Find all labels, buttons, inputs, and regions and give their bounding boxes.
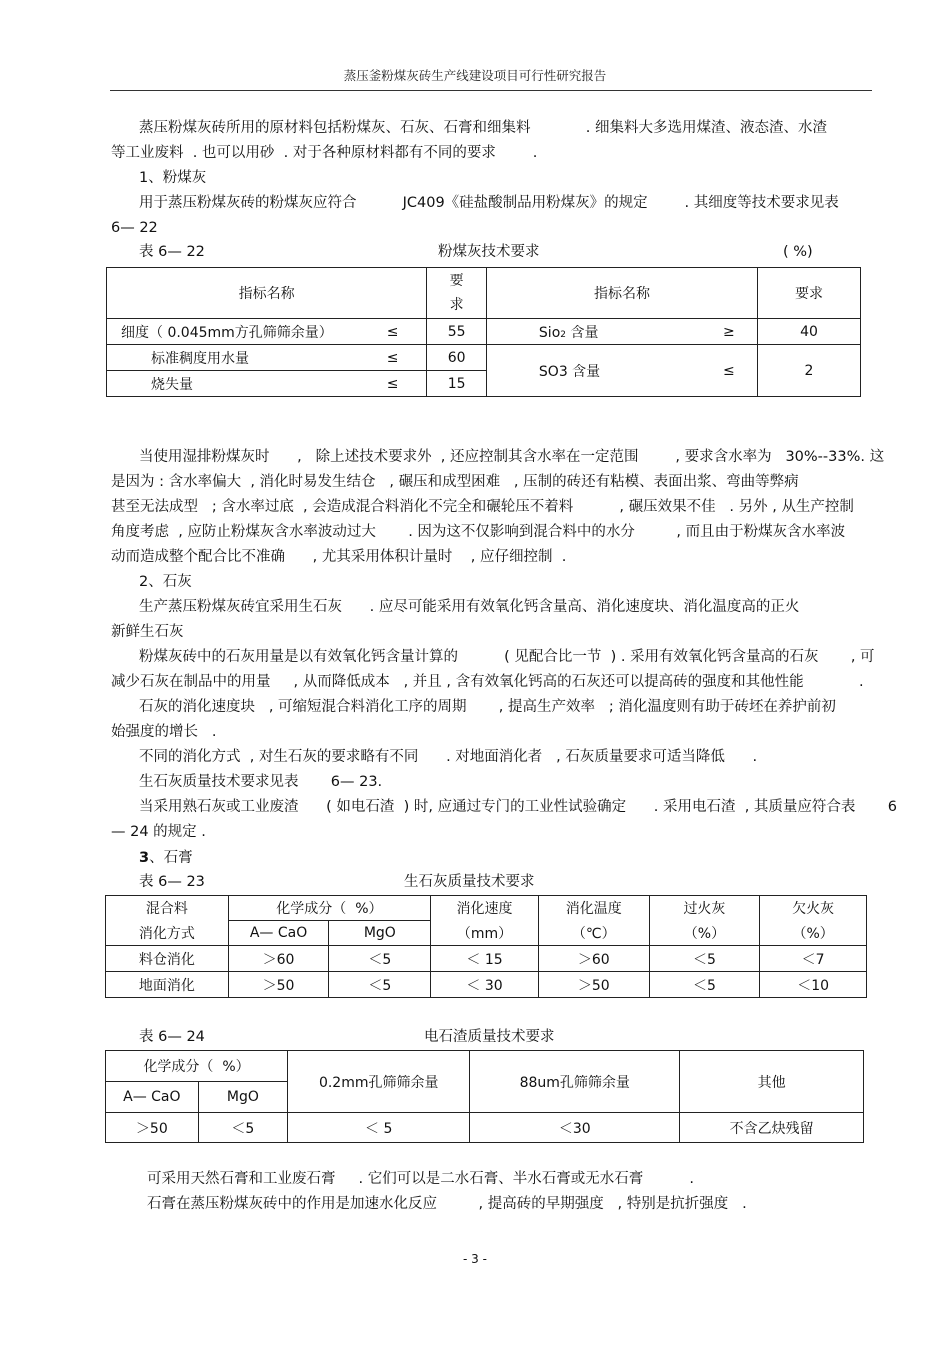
table2-caption-title: 生石灰质量技术要求 — [404, 874, 535, 890]
heading-lime: 2、石灰 — [139, 574, 192, 590]
t3-r-mgo: ＜5 — [198, 1113, 287, 1143]
t2-r2-over: ＜5 — [649, 972, 760, 998]
t2-r1-speed: ＜ 15 — [431, 946, 539, 972]
table2-caption-number: 表 6— 23 — [139, 874, 205, 890]
t2-header-temp: 消化温度 — [538, 896, 649, 921]
t2-header-under-unit: （%） — [760, 921, 867, 946]
heading-gypsum: 3、石膏 — [139, 850, 193, 866]
t1-r1-op: ≤ — [359, 319, 427, 345]
page-header: 蒸压釜粉煤灰砖生产线建设项目可行性研究报告 — [343, 68, 607, 83]
para-moisture-line1: 当使用湿排粉煤灰时 , 除上述技术要求外 , 还应控制其含水率在一定范围 , 要求含水率为 30%--33%. 这 — [139, 449, 885, 465]
table1-caption-title: 粉煤灰技术要求 — [438, 244, 540, 260]
table1-caption-unit: ( %) — [783, 244, 813, 260]
para-slaking-line2: 始强度的增长 . — [111, 724, 217, 740]
t2-r2-speed: ＜ 30 — [431, 972, 539, 998]
para-lime-line2: 新鲜生石灰 — [111, 624, 184, 640]
para-intro-line2: 等工业废料 . 也可以用砂 . 对于各种原材料都有不同的要求 . — [111, 145, 538, 161]
t2-header-method: 消化方式 — [106, 921, 229, 946]
para-lime-line1: 生产蒸压粉煤灰砖宜采用生石灰 . 应尽可能采用有效氧化钙含量高、消化速度块、消化温度高的正火 — [139, 599, 800, 615]
para-moisture-line4: 角度考虑 , 应防止粉煤灰含水率波动过大 . 因为这不仅影响到混合料中的水分 , 而且由于粉煤灰含水率波 — [111, 524, 846, 540]
t1-r23-name2: SO3 含量 — [486, 345, 700, 397]
t3-r-sieve1: ＜ 5 — [288, 1113, 470, 1143]
para-gypsum-types: 可采用天然石膏和工业废石膏 . 它们可以是二水石膏、半水石膏或无水石膏 . — [147, 1171, 694, 1187]
t2-header-cao: A— CaO — [228, 921, 329, 946]
t1-r3-op: ≤ — [359, 371, 427, 397]
para-lime-dosage-line1: 粉煤灰砖中的石灰用量是以有效氧化钙含量计算的 ( 见配合比一节 ) . 采用有效氧化钙含量高的石灰 , 可 — [139, 649, 875, 665]
table-quicklime-requirements — [105, 895, 867, 998]
para-slaked-line2: — 24 的规定 . — [111, 824, 206, 840]
para-moisture-line2: 是因为 : 含水率偏大 , 消化时易发生结仓 , 碾压和成型困难 , 压制的砖还有粘模、表面出浆、弯曲等弊病 — [111, 474, 799, 490]
table3-caption-title: 电石渣质量技术要求 — [424, 1029, 555, 1045]
t3-header-sieve2: 88um孔筛筛余量 — [470, 1051, 680, 1113]
t2-r2-under: ＜10 — [760, 972, 867, 998]
t2-r2-mgo: ＜5 — [329, 972, 431, 998]
page-number: - 3 - — [463, 1252, 487, 1266]
t1-r3-val: 15 — [427, 371, 487, 397]
t1-r3-name: 烧失量 — [107, 371, 359, 397]
t1-header-name2: 指标名称 — [486, 268, 757, 319]
t2-r1-temp: ＞60 — [538, 946, 649, 972]
table-row — [106, 946, 867, 972]
t3-header-mgo: MgO — [198, 1082, 287, 1113]
t1-r2-name: 标准稠度用水量 — [107, 345, 359, 371]
t2-header-mix: 混合料 — [106, 896, 229, 921]
table-row — [106, 972, 867, 998]
t1-r1-op2: ≥ — [701, 319, 758, 345]
t2-r1-cao: ＞60 — [228, 946, 329, 972]
para-methods: 不同的消化方式 , 对生石灰的要求略有不同 . 对地面消化者 , 石灰质量要求可适当降低 . — [139, 749, 758, 765]
para-fly-ash-line2: 6— 22 — [111, 220, 158, 236]
t2-header-speed: 消化速度 — [431, 896, 539, 921]
table-carbide-slag-requirements — [105, 1050, 864, 1143]
t3-header-sieve1: 0.2mm孔筛筛余量 — [288, 1051, 470, 1113]
para-moisture-line5: 动而造成整个配合比不准确 , 尤其采用体积计量时 , 应仔细控制 . — [111, 549, 567, 565]
t1-r1-name: 细度（ 0.045mm方孔筛筛余量） — [107, 319, 359, 345]
t1-r2-val: 60 — [427, 345, 487, 371]
para-see-table: 生石灰质量技术要求见表 6— 23. — [139, 774, 383, 790]
t2-header-chem: 化学成分（ %） — [228, 896, 431, 921]
t3-r-other: 不含乙炔残留 — [680, 1113, 864, 1143]
t2-r1-mgo: ＜5 — [329, 946, 431, 972]
t1-r1-val2: 40 — [758, 319, 861, 345]
t1-header-req: 要 求 — [427, 268, 487, 319]
para-slaking-line1: 石灰的消化速度块 , 可缩短混合料消化工序的周期 , 提高生产效率 ; 消化温度则有助于砖坯在养护前初 — [139, 699, 836, 715]
t1-r1-name2: Sio2 含量 — [486, 319, 700, 345]
t1-header-name: 指标名称 — [107, 268, 427, 319]
t3-header-chem: 化学成分（ %） — [106, 1051, 288, 1082]
para-slaked-line1: 当采用熟石灰或工业废渣 ( 如电石渣 ) 时, 应通过专门的工业性试验确定 . 采用电石渣 , 其质量应符合表 6 — [139, 799, 897, 815]
header-rule — [110, 90, 872, 91]
t2-r2-name: 地面消化 — [106, 972, 229, 998]
t3-r-sieve2: ＜30 — [470, 1113, 680, 1143]
table-fly-ash-requirements — [106, 267, 861, 397]
para-intro-line1: 蒸压粉煤灰砖所用的原材料包括粉煤灰、石灰、石膏和细集料 . 细集料大多选用煤渣、液态渣、水渣 — [139, 120, 828, 136]
para-lime-dosage-line2: 减少石灰在制品中的用量 , 从而降低成本 , 并且 , 含有效氧化钙高的石灰还可以提高砖的强度和其他性能 . — [111, 674, 864, 690]
t3-header-other: 其他 — [680, 1051, 864, 1113]
t3-r-cao: ＞50 — [106, 1113, 199, 1143]
t2-header-mgo: MgO — [329, 921, 431, 946]
t2-r1-over: ＜5 — [649, 946, 760, 972]
t2-header-under: 欠火灰 — [760, 896, 867, 921]
t1-r2-op: ≤ — [359, 345, 427, 371]
t1-r23-op2: ≤ — [701, 345, 758, 397]
t1-r1-val: 55 — [427, 319, 487, 345]
t2-r2-temp: ＞50 — [538, 972, 649, 998]
para-fly-ash-line1: 用于蒸压粉煤灰砖的粉煤灰应符合 JC409《硅盐酸制品用粉煤灰》的规定 . 其细度等技术要求见表 — [139, 195, 839, 211]
table3-caption-number: 表 6— 24 — [139, 1029, 205, 1045]
t1-header-req2: 要求 — [758, 268, 861, 319]
t2-header-speed-unit: （mm） — [431, 921, 539, 946]
t2-header-over: 过火灰 — [649, 896, 760, 921]
t1-r23-val2: 2 — [758, 345, 861, 397]
table1-caption-number: 表 6— 22 — [139, 244, 205, 260]
t2-header-temp-unit: （℃） — [538, 921, 649, 946]
t2-r1-under: ＜7 — [760, 946, 867, 972]
t3-header-cao: A— CaO — [106, 1082, 199, 1113]
table-row — [106, 1113, 864, 1143]
para-moisture-line3: 甚至无法成型 ; 含水率过底 , 会造成混合料消化不完全和碾轮压不着料 , 碾压效果不佳 . 另外 , 从生产控制 — [111, 499, 854, 515]
t2-r2-cao: ＞50 — [228, 972, 329, 998]
t2-r1-name: 料仓消化 — [106, 946, 229, 972]
heading-fly-ash: 1、粉煤灰 — [139, 170, 207, 186]
para-gypsum-role: 石膏在蒸压粉煤灰砖中的作用是加速水化反应 , 提高砖的早期强度 , 特别是抗折强度 . — [147, 1196, 747, 1212]
t2-header-over-unit: （%） — [649, 921, 760, 946]
